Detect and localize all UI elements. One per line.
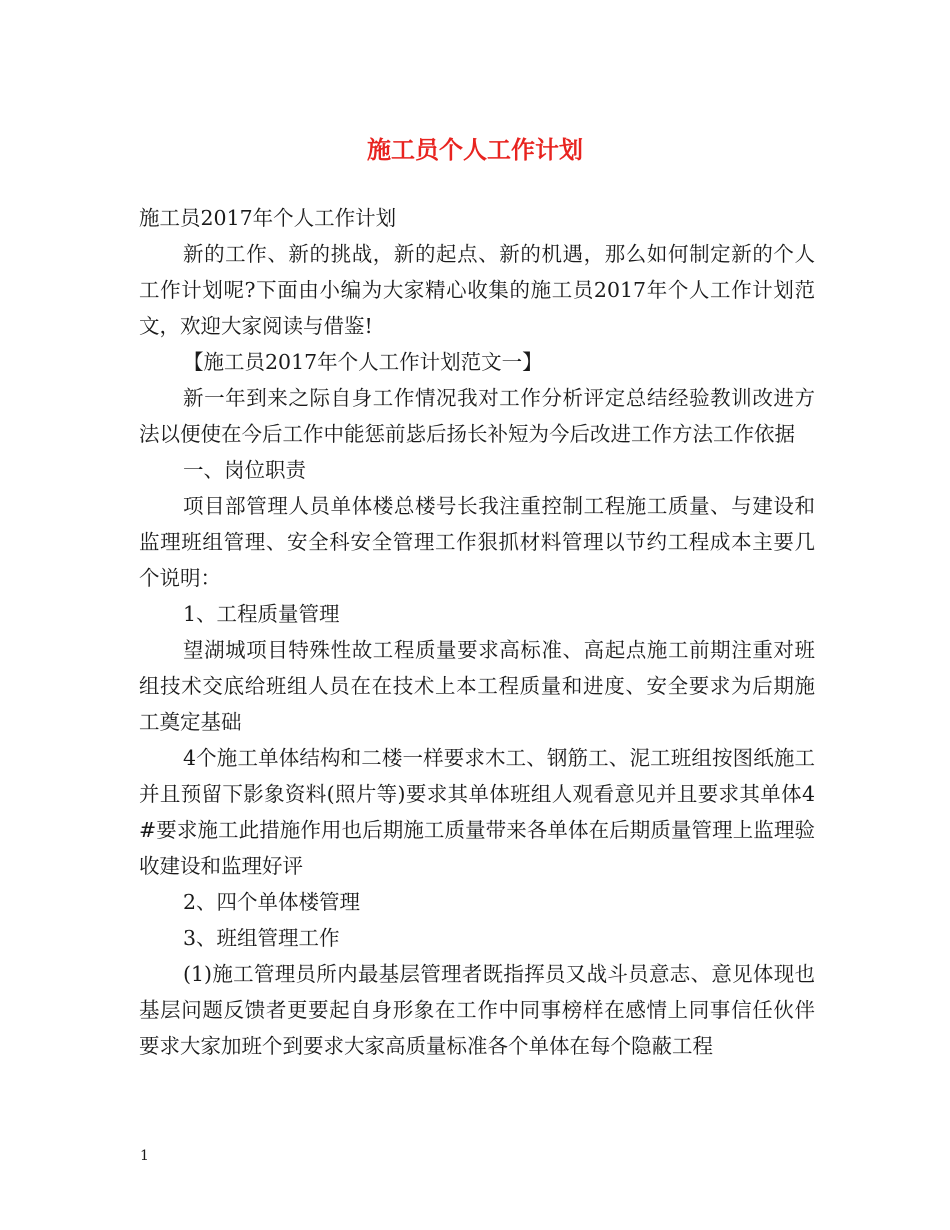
- paragraph-quality: 望湖城项目特殊性故工程质量要求高标准、高起点施工前期注重对班组技术交底给班组人员在在技术上本工程质量和进度、安全要求为后期施工奠定基础: [139, 638, 815, 734]
- page-number: 1: [140, 1148, 149, 1164]
- paragraph-teams: (1)施工管理员所内最基层管理者既指挥员又战斗员意志、意见体现也基层问题反馈者更要起自身形象在工作中同事榜样在感情上同事信任伙伴要求大家加班个到要求大家高质量标准各个单体在每个隐蔽工程: [139, 962, 815, 1058]
- paragraph-section-heading: 【施工员2017年个人工作计划范文一】: [183, 350, 543, 374]
- paragraph-heading-buildings: 2、四个单体楼管理: [183, 890, 361, 914]
- paragraph-heading-duties: 一、岗位职责: [183, 458, 306, 482]
- paragraph-heading-teams: 3、班组管理工作: [183, 926, 340, 950]
- paragraph-heading-quality: 1、工程质量管理: [183, 602, 340, 626]
- paragraph-intro: 新的工作、新的挑战，新的起点、新的机遇，那么如何制定新的个人工作计划呢?下面由小编为大家精心收集的施工员2017年个人工作计划范文，欢迎大家阅读与借鉴!: [139, 242, 815, 338]
- document-body: [139, 200, 815, 1064]
- paragraph-duties: 项目部管理人员单体楼总楼号长我注重控制工程施工质量、与建设和监理班组管理、安全科安全管理工作狠抓材料管理以节约工程成本主要几个说明：: [139, 494, 815, 590]
- document-title: 施工员个人工作计划: [367, 136, 583, 164]
- paragraph-units: 4个施工单体结构和二楼一样要求木工、钢筋工、泥工班组按图纸施工并且预留下影象资料(照片等)要求其单体班组人观看意见并且要求其单体4#要求施工此措施作用也后期施工质量带来各单体在后期质量管理上监理验收建设和监理好评: [139, 746, 815, 878]
- paragraph-overview: 新一年到来之际自身工作情况我对工作分析评定总结经验教训改进方法以便使在今后工作中能惩前毖后扬长补短为今后改进工作方法工作依据: [139, 386, 815, 446]
- paragraph-subtitle: 施工员2017年个人工作计划: [139, 206, 397, 230]
